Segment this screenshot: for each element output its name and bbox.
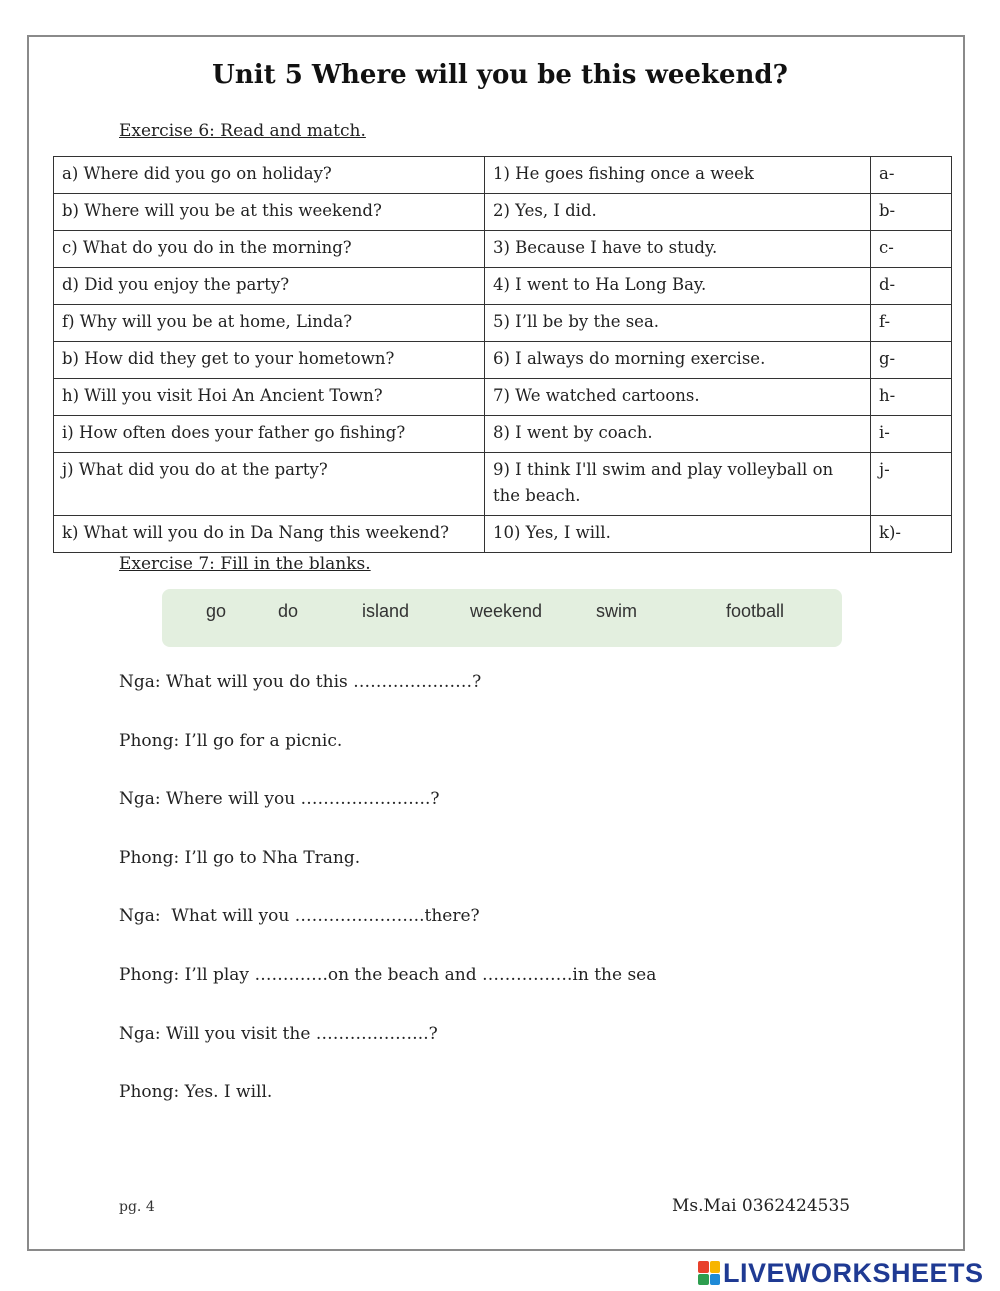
answer-cell: 4) I went to Ha Long Bay. bbox=[485, 268, 871, 305]
question-cell: h) Will you visit Hoi An Ancient Town? bbox=[54, 379, 485, 416]
match-input-cell[interactable]: k)- bbox=[871, 516, 952, 553]
match-input-cell[interactable]: i- bbox=[871, 416, 952, 453]
table-row bbox=[54, 416, 952, 453]
word-bank bbox=[162, 589, 842, 647]
exercise-7-heading: Exercise 7: Fill in the blanks. bbox=[119, 554, 371, 574]
brand-name: LIVEWORKSHEETS bbox=[723, 1257, 984, 1288]
liveworksheets-brand[interactable] bbox=[698, 1258, 984, 1288]
dialog-line: Phong: I’ll go to Nha Trang. bbox=[119, 848, 361, 868]
question-cell: b) Where will you be at this weekend? bbox=[54, 194, 485, 231]
table-row bbox=[54, 379, 952, 416]
match-input-cell[interactable]: h- bbox=[871, 379, 952, 416]
dialog-line: Phong: I’ll go for a picnic. bbox=[119, 731, 343, 751]
match-table bbox=[53, 156, 952, 553]
question-cell: f) Why will you be at home, Linda? bbox=[54, 305, 485, 342]
table-row bbox=[54, 305, 952, 342]
match-input-cell[interactable]: b- bbox=[871, 194, 952, 231]
word-bank-item: island bbox=[362, 601, 410, 621]
answer-cell: 10) Yes, I will. bbox=[485, 516, 871, 553]
author-contact: Ms.Mai 0362424535 bbox=[672, 1196, 851, 1216]
logo-block bbox=[698, 1261, 709, 1273]
table-row bbox=[54, 157, 952, 194]
question-cell: c) What do you do in the morning? bbox=[54, 231, 485, 268]
match-input-cell[interactable]: c- bbox=[871, 231, 952, 268]
table-row bbox=[54, 342, 952, 379]
table-row bbox=[54, 194, 952, 231]
answer-cell: 1) He goes fishing once a week bbox=[485, 157, 871, 194]
logo-block bbox=[698, 1274, 709, 1286]
question-cell: i) How often does your father go fishing? bbox=[54, 416, 485, 453]
answer-cell: 3) Because I have to study. bbox=[485, 231, 871, 268]
dialog-line[interactable]: Nga: What will you do this …………………? bbox=[119, 672, 482, 692]
match-input-cell[interactable]: a- bbox=[871, 157, 952, 194]
word-bank-item: swim bbox=[596, 601, 637, 621]
table-row bbox=[54, 453, 952, 516]
dialog-line[interactable]: Phong: I’ll play ………….on the beach and …………….in the sea bbox=[119, 965, 657, 985]
dialog-line[interactable]: Nga: What will you …………………..there? bbox=[119, 906, 480, 926]
question-cell: k) What will you do in Da Nang this weekend? bbox=[54, 516, 485, 553]
answer-cell: 6) I always do morning exercise. bbox=[485, 342, 871, 379]
match-input-cell[interactable]: d- bbox=[871, 268, 952, 305]
exercise-6-heading: Exercise 6: Read and match. bbox=[119, 121, 366, 141]
page-title: Unit 5 Where will you be this weekend? bbox=[212, 60, 788, 90]
question-cell: d) Did you enjoy the party? bbox=[54, 268, 485, 305]
dialog-line[interactable]: Nga: Where will you …………………..? bbox=[119, 789, 440, 809]
match-input-cell[interactable]: g- bbox=[871, 342, 952, 379]
logo-block bbox=[710, 1261, 721, 1273]
word-bank-item: weekend bbox=[470, 601, 543, 621]
table-row bbox=[54, 268, 952, 305]
answer-cell: 2) Yes, I did. bbox=[485, 194, 871, 231]
liveworksheets-logo-icon bbox=[698, 1261, 720, 1285]
logo-block bbox=[710, 1274, 721, 1286]
question-cell: a) Where did you go on holiday? bbox=[54, 157, 485, 194]
match-input-cell[interactable]: j- bbox=[871, 453, 952, 516]
answer-cell: 9) I think I'll swim and play volleyball on the beach. bbox=[485, 453, 871, 516]
question-cell: j) What did you do at the party? bbox=[54, 453, 485, 516]
word-bank-item: football bbox=[726, 601, 785, 621]
question-cell: b) How did they get to your hometown? bbox=[54, 342, 485, 379]
answer-cell: 7) We watched cartoons. bbox=[485, 379, 871, 416]
dialog-line[interactable]: Nga: Will you visit the ………………..? bbox=[119, 1024, 438, 1044]
page-number: pg. 4 bbox=[119, 1199, 155, 1215]
table-row bbox=[54, 231, 952, 268]
answer-cell: 5) I’ll be by the sea. bbox=[485, 305, 871, 342]
answer-cell: 8) I went by coach. bbox=[485, 416, 871, 453]
word-bank-item: do bbox=[278, 601, 299, 621]
dialog-line: Phong: Yes. I will. bbox=[119, 1082, 273, 1102]
table-row bbox=[54, 516, 952, 553]
word-bank-item: go bbox=[206, 601, 227, 621]
match-input-cell[interactable]: f- bbox=[871, 305, 952, 342]
